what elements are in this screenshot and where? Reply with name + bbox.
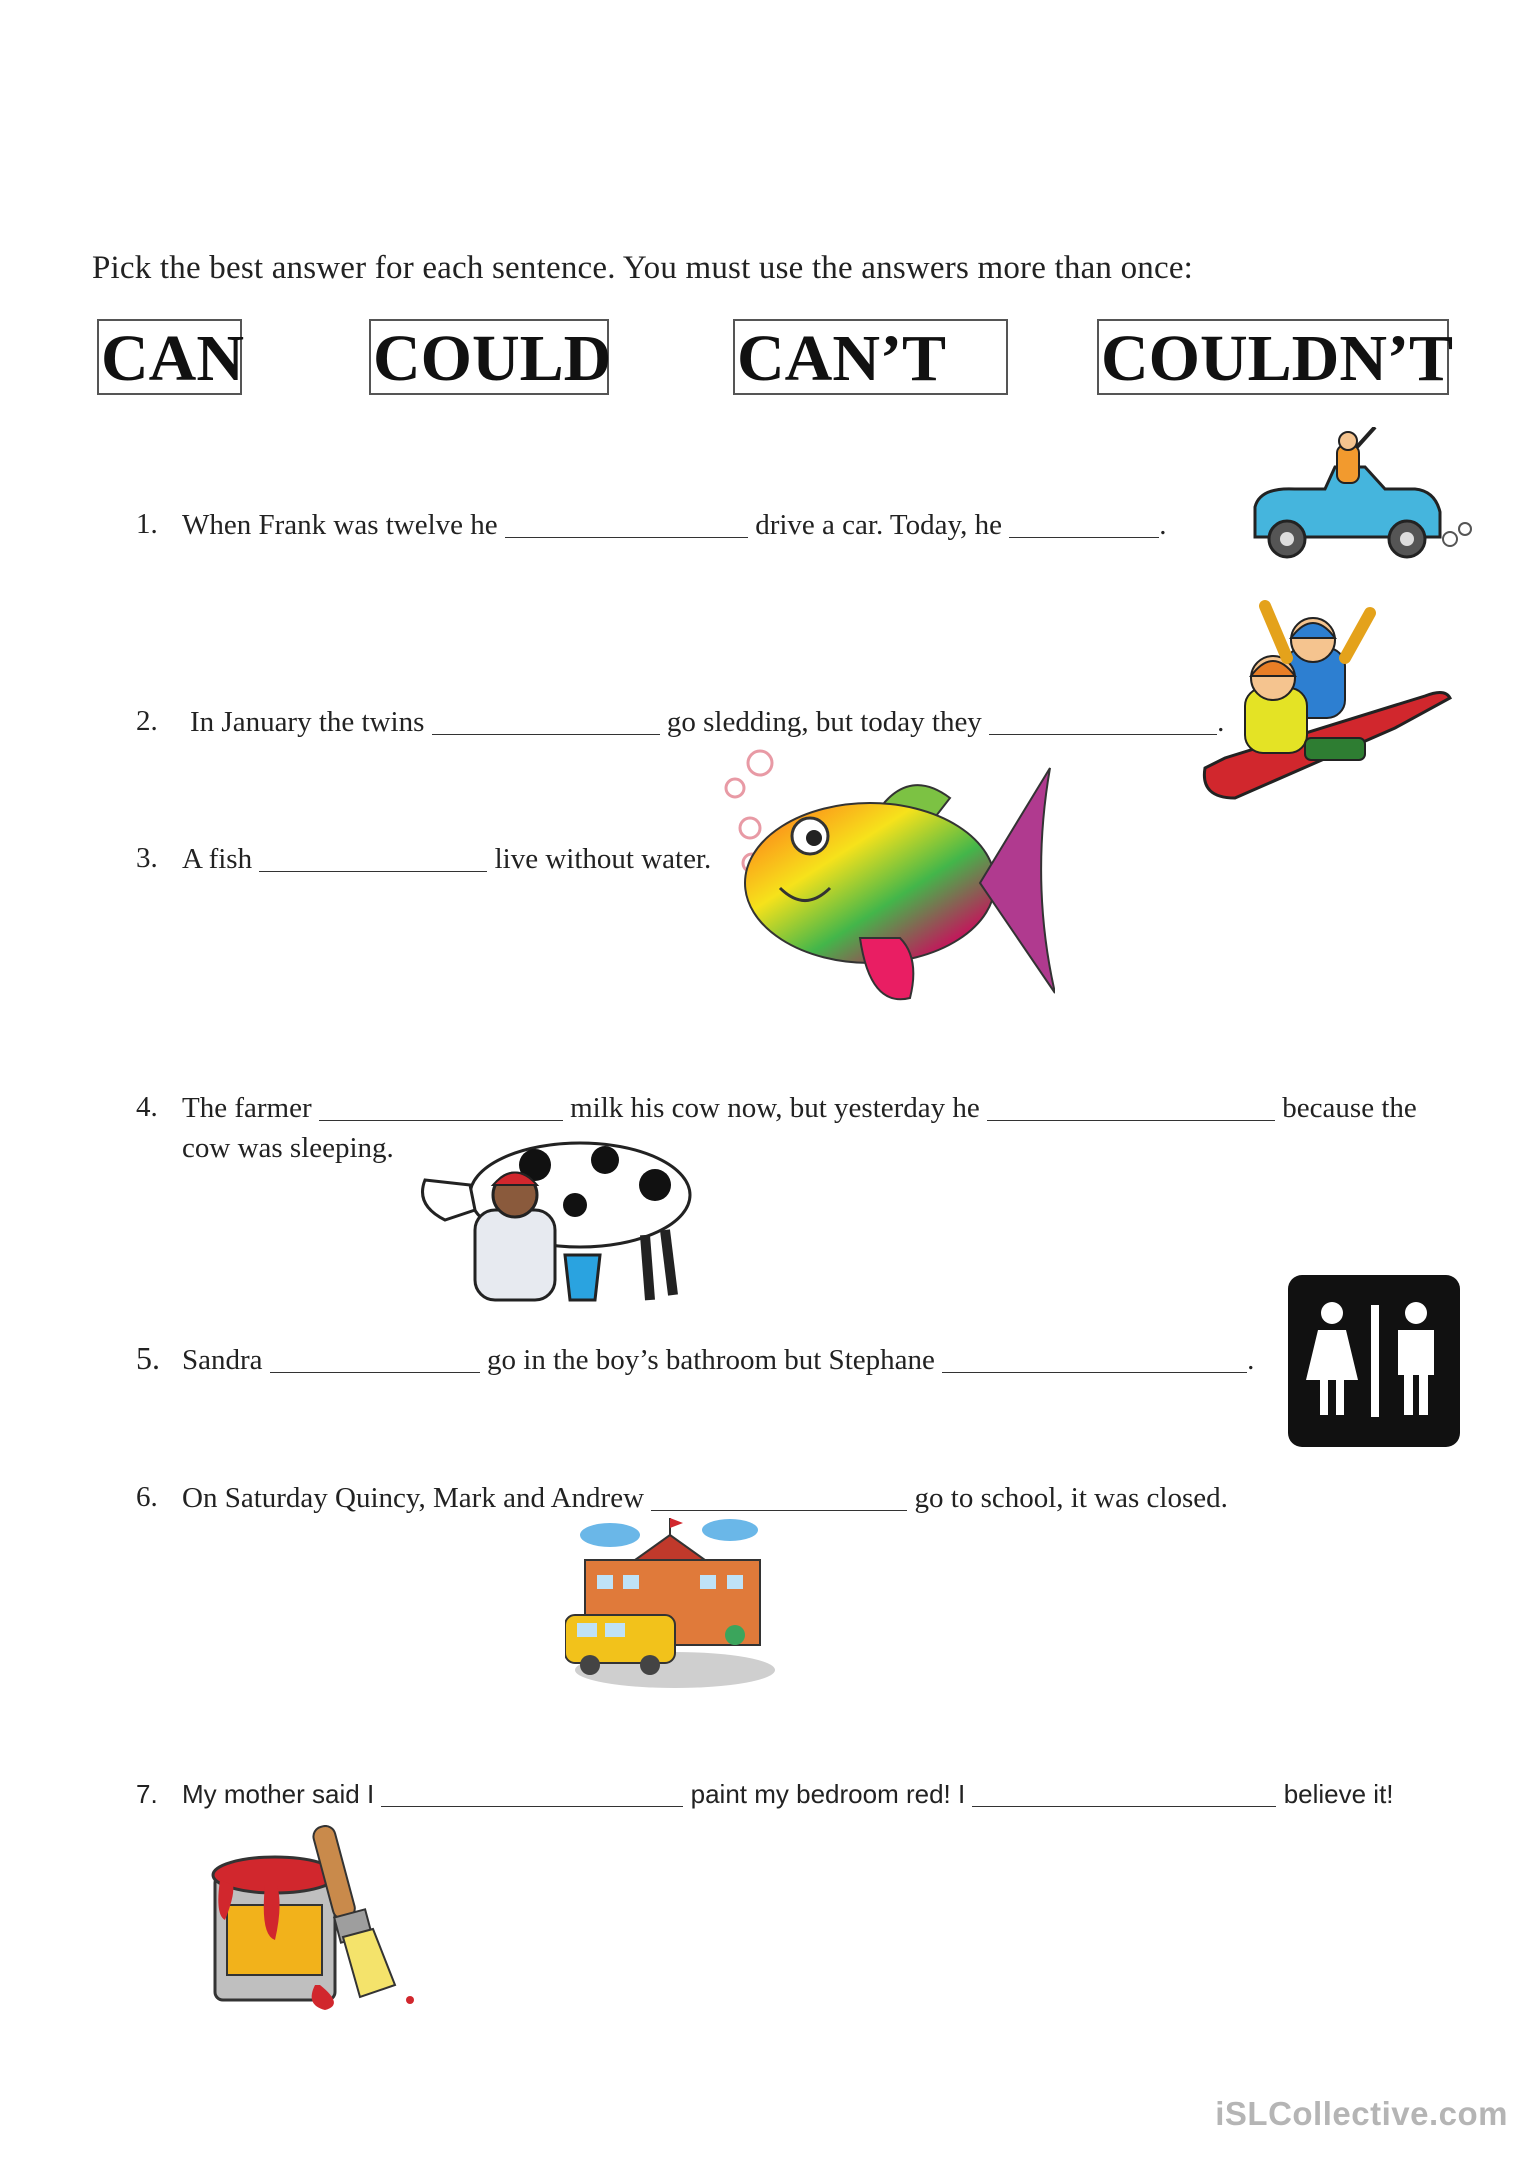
q4-blank-2[interactable] [987,1091,1275,1121]
sled-kids-icon [1195,598,1460,833]
q1-text-b: drive a car. Today, he [755,509,1002,541]
q2-blank-2[interactable] [989,705,1217,735]
paint-can-icon [205,1825,425,2015]
watermark-text: iSLCollective.com [1215,2095,1508,2132]
q2-blank-1[interactable] [432,705,660,735]
car-driver-icon [1235,427,1475,587]
q1-blank-1[interactable] [505,508,748,538]
q6-blank-1[interactable] [651,1481,907,1511]
farmer-cow-icon [415,1125,695,1320]
q7-blank-1[interactable] [381,1780,683,1807]
word-bank-could: COULD [369,319,609,395]
word-bank-couldnt: COULDN’T [1097,319,1449,395]
q5-blank-2[interactable] [942,1343,1247,1373]
rainbow-fish-icon [710,748,1055,1013]
restroom-sign-icon [1288,1275,1460,1447]
q1-text-a: When Frank was twelve he [182,509,498,541]
q4-line2: cow was sleeping. [182,1132,394,1164]
q7-blank-2[interactable] [972,1780,1276,1807]
q4-blank-1[interactable] [319,1091,563,1121]
instruction-text: Pick the best answer for each sentence. You must use the answers more than once: [92,250,1194,286]
school-bus-icon [565,1515,775,1690]
q3-blank-1[interactable] [259,842,487,872]
q1-blank-2[interactable] [1009,508,1159,538]
word-bank-can: CAN [97,319,242,395]
q5-blank-1[interactable] [270,1343,480,1373]
word-bank-cant: CAN’T [733,319,1008,395]
